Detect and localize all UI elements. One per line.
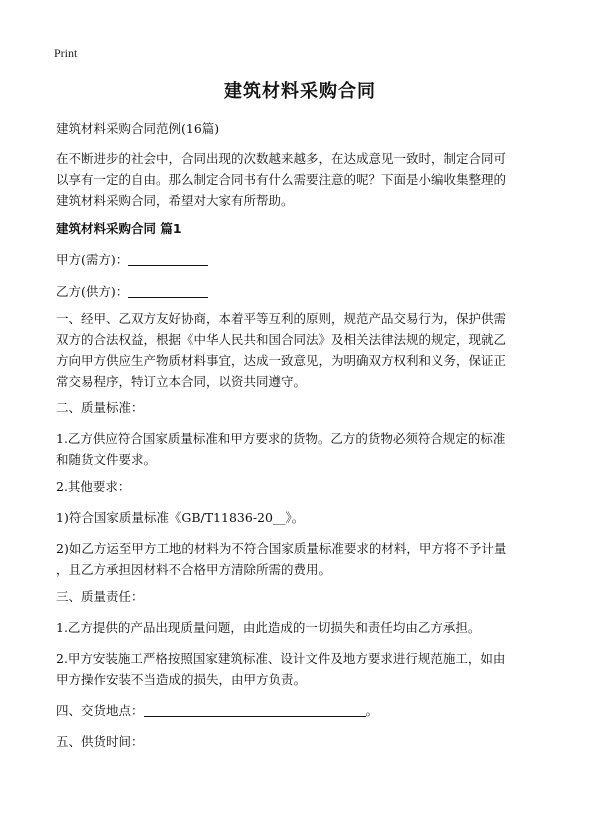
clause3-item2-line-2: 甲方操作安装不当造成的损失，由甲方负责。 bbox=[56, 672, 307, 687]
document-subtitle: 建筑材料采购合同范例(16篇) bbox=[56, 121, 220, 136]
clause2-sub2-line-1: 2)如乙方运至甲方工地的材料为不符合国家质量标准要求的材料，甲方将不予计量 bbox=[56, 541, 507, 556]
clause2-item1-line-2: 和随货文件要求。 bbox=[56, 452, 157, 467]
party-a-row bbox=[56, 249, 550, 271]
party-b-label: 乙方(供方)： bbox=[56, 284, 129, 299]
clause4-row bbox=[56, 700, 550, 722]
clause2-item2: 2.其他要求： bbox=[56, 479, 131, 494]
clause4-label: 四、交货地点： bbox=[56, 703, 144, 718]
clause3-item2-line-1: 2.甲方安装施工严格按照国家建筑标准、设计文件及地方要求进行规范施工，如由 bbox=[56, 651, 506, 666]
clause3-item1: 1.乙方提供的产品出现质量问题，由此造成的一切损失和责任均由乙方承担。 bbox=[56, 620, 481, 635]
print-link[interactable]: Print bbox=[54, 46, 78, 60]
clause1-line-2: 双方的合法权益，根据《中华人民共和国合同法》及相关法律法规的规定，现就乙 bbox=[56, 332, 507, 347]
party-b-blank bbox=[128, 284, 208, 298]
document-title: 建筑材料采购合同 bbox=[224, 81, 376, 102]
clause2-heading: 二、质量标准： bbox=[56, 400, 144, 415]
intro-line-1: 在不断进步的社会中，合同出现的次数越来越多，在达成意见一致时，制定合同可 bbox=[56, 151, 507, 166]
clause1-line-4: 常交易程序，特订立本合同，以资共同遵守。 bbox=[56, 374, 307, 389]
section-heading: 建筑材料采购合同 篇1 bbox=[56, 221, 182, 236]
clause2-sub2-line-2: ，且乙方承担因材料不合格甲方清除所需的费用。 bbox=[56, 562, 332, 577]
party-a-blank bbox=[128, 252, 208, 266]
clause3-heading: 三、质量责任： bbox=[56, 589, 144, 604]
party-a-label: 甲方(需方)： bbox=[56, 252, 129, 267]
clause5-heading: 五、供货时间： bbox=[56, 734, 144, 749]
intro-line-2: 以享有一定的自由。那么制定合同书有什么需要注意的呢？下面是小编收集整理的 bbox=[56, 172, 507, 187]
clause1-line-3: 方向甲方供应生产物质材料事宜，达成一致意见，为明确双方权利和义务，保证正 bbox=[56, 353, 507, 368]
party-b-row bbox=[56, 281, 550, 303]
intro-line-3: 建筑材料采购合同，希望对大家有所帮助。 bbox=[56, 193, 294, 208]
clause4-end: 。 bbox=[365, 703, 379, 718]
clause1-line-1: 一、经甲、乙双方友好协商，本着平等互利的原则，规范产品交易行为，保护供需 bbox=[56, 311, 507, 326]
delivery-location-blank bbox=[144, 703, 366, 717]
clause2-sub1: 1)符合国家质量标准《GB/T11836-20__》。 bbox=[56, 510, 305, 525]
clause2-item1-line-1: 1.乙方供应符合国家质量标准和甲方要求的货物。乙方的货物必须符合规定的标准 bbox=[56, 431, 506, 446]
